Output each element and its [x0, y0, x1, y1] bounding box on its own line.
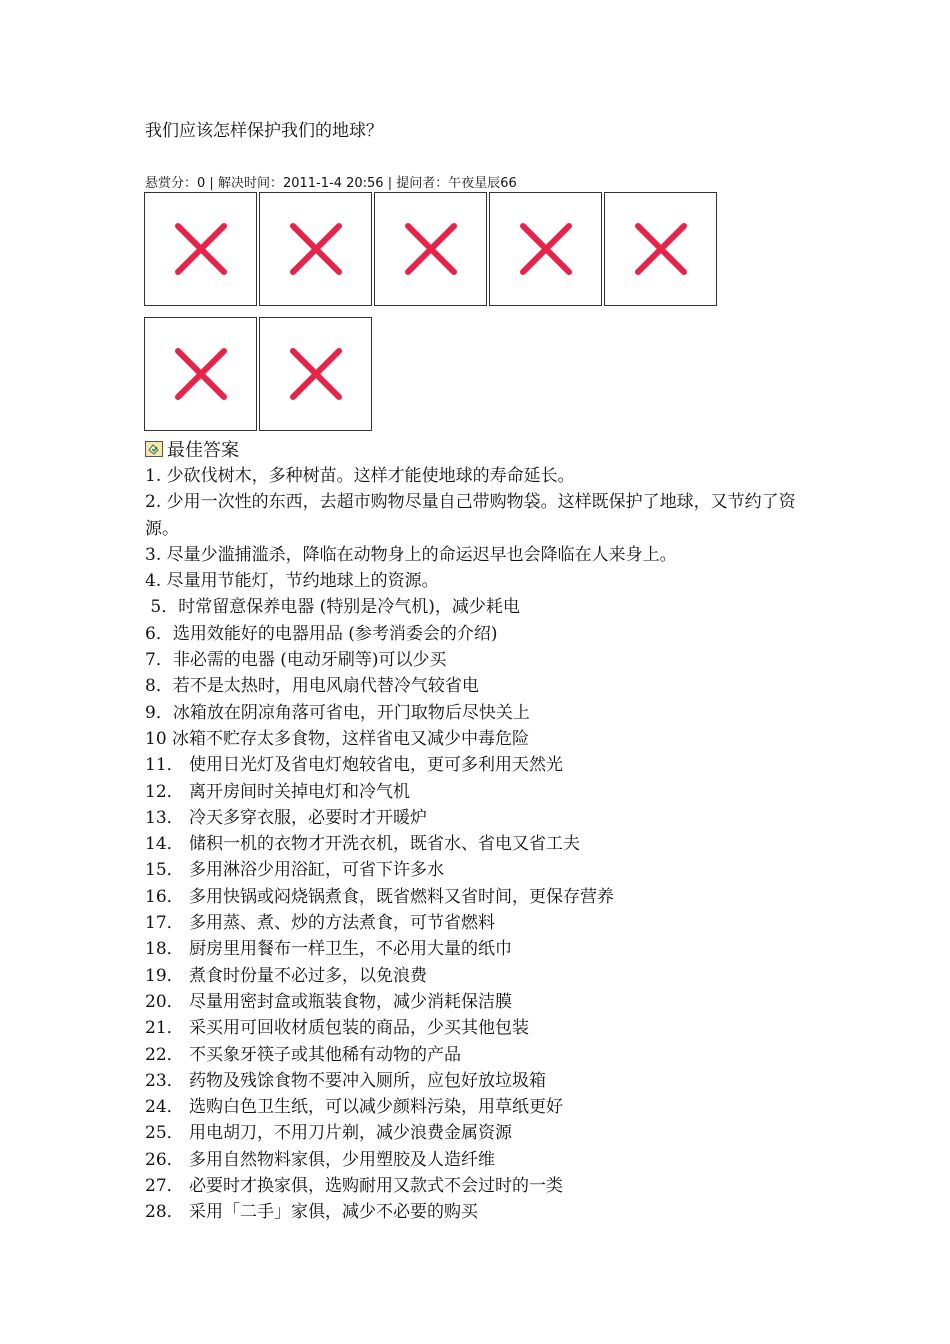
asker-label: 提问者： [396, 176, 449, 191]
list-item: 8．若不是太热时，用电风扇代替冷气较省电 [145, 676, 479, 697]
broken-image-x-icon [172, 220, 230, 278]
list-item: 5．时常留意保养电器 (特别是冷气机)，减少耗电 [145, 597, 520, 618]
list-item: 12． 离开房间时关掉电灯和冷气机 [145, 781, 411, 802]
broken-image[interactable] [144, 192, 257, 306]
question-meta [145, 172, 517, 191]
solved-time-value: 2011-1-4 20:56 [282, 176, 384, 191]
list-item: 19． 煮食时份量不必过多，以免浪费 [145, 965, 428, 986]
broken-image-grid [144, 192, 724, 442]
list-item: 17． 多用蒸、煮、炒的方法煮食，可节省燃料 [145, 913, 496, 934]
broken-image[interactable] [604, 192, 717, 306]
broken-image[interactable] [374, 192, 487, 306]
list-item: 3. 尽量少滥捕滥杀，降临在动物身上的命运迟早也会降临在人来身上。 [145, 544, 677, 565]
list-item: 16． 多用快锅或闷烧锅煮食，既省燃料又省时间，更保存营养 [145, 886, 615, 907]
image-row [144, 317, 724, 431]
list-item: 2. 少用一次性的东西，去超市购物尽量自己带购物袋。这样既保护了地球，又节约了资源。 [145, 492, 796, 539]
meta-separator: | [383, 176, 397, 191]
list-item: 4. 尽量用节能灯，节约地球上的资源。 [145, 571, 439, 592]
list-item: 13． 冷天多穿衣服，必要时才开暖炉 [145, 807, 428, 828]
list-item: 1. 少砍伐树木，多种树苗。这样才能使地球的寿命延长。 [145, 466, 575, 486]
list-item: 21． 采买用可回收材质包装的商品，少买其他包装 [145, 1018, 530, 1039]
image-row [144, 192, 724, 306]
broken-image-x-icon [287, 345, 345, 403]
meta-separator: | [205, 176, 218, 191]
list-item: 9．冰箱放在阴凉角落可省电，开门取物后尽快关上 [145, 702, 530, 723]
asker-name-suffix[interactable]: 66 [500, 176, 517, 191]
broken-image[interactable] [489, 192, 602, 306]
broken-image-x-icon [517, 220, 575, 278]
broken-image[interactable] [259, 317, 372, 431]
best-answer-badge-icon [145, 441, 163, 457]
list-item: 18． 厨房里用餐布一样卫生，不必用大量的纸巾 [145, 939, 513, 960]
list-item: 10 冰箱不贮存太多食物，这样省电又减少中毒危险 [145, 728, 530, 749]
broken-image-x-icon [402, 220, 460, 278]
solved-time-label: 解决时间： [217, 176, 283, 191]
list-item: 15． 多用淋浴少用浴缸，可省下许多水 [145, 860, 445, 881]
list-item: 23． 药物及残馀食物不要冲入厕所，应包好放垃圾箱 [145, 1070, 547, 1091]
list-item: 25． 用电胡刀，不用刀片剃，减少浪费金属资源 [145, 1123, 513, 1144]
list-item: 11． 使用日光灯及省电灯炮较省电，更可多利用天然光 [145, 755, 564, 776]
bounty-label: 悬赏分： [145, 176, 198, 191]
list-item: 24． 选购白色卫生纸，可以减少颜料污染，用草纸更好 [145, 1097, 564, 1118]
broken-image[interactable] [144, 317, 257, 431]
list-item: 6．选用效能好的电器用品 (参考消委会的介绍) [145, 623, 498, 644]
broken-image-x-icon [172, 345, 230, 403]
list-item: 28． 采用「二手」家俱，减少不必要的购买 [145, 1202, 479, 1223]
list-item: 7．非必需的电器 (电动牙刷等)可以少买 [145, 650, 447, 671]
broken-image-x-icon [287, 220, 345, 278]
answer-list [145, 463, 825, 1226]
question-title: 我们应该怎样保护我们的地球？ [145, 121, 383, 141]
asker-name[interactable]: 午夜星辰 [448, 176, 501, 191]
list-item: 26． 多用自然物料家俱，少用塑胶及人造纤维 [145, 1149, 496, 1170]
list-item: 20． 尽量用密封盒或瓶装食物，减少消耗保洁膜 [145, 991, 513, 1012]
best-answer-header [145, 436, 239, 462]
bounty-value: 0 [197, 176, 206, 191]
broken-image-x-icon [632, 220, 690, 278]
best-answer-label: 最佳答案 [167, 440, 239, 461]
broken-image[interactable] [259, 192, 372, 306]
list-item: 22． 不买象牙筷子或其他稀有动物的产品 [145, 1044, 462, 1065]
list-item: 27． 必要时才换家俱，选购耐用又款式不会过时的一类 [145, 1176, 564, 1197]
list-item: 14． 储积一机的衣物才开洗衣机，既省水、省电又省工夫 [145, 834, 581, 855]
